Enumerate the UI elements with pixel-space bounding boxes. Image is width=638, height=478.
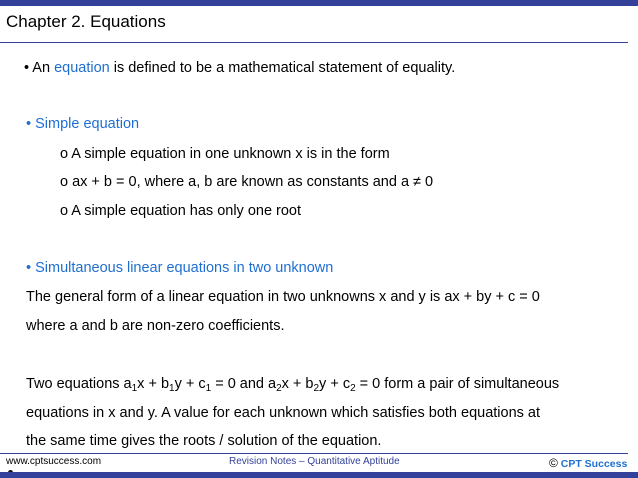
body-paragraph-1-line-1: The general form of a linear equation in two unknowns x and y is ax + by + c = 0: [26, 289, 540, 305]
text-run: x + b: [137, 376, 170, 392]
subscript: 1: [131, 383, 138, 394]
body-paragraph-2-line-2: equations in x and y. A value for each unknown which satisfies both equations at: [26, 405, 541, 421]
text-run: y + c: [174, 376, 206, 392]
slide-title: Chapter 2. Equations: [6, 12, 166, 31]
body-paragraph-2-line-3: the same time gives the roots / solution of the equation.: [26, 433, 382, 449]
subscript: 2: [276, 383, 282, 394]
footer-website: www.cptsuccess.com: [6, 456, 102, 467]
subscript: 2: [350, 383, 356, 394]
subscript: 1: [205, 383, 212, 394]
sub-bullet-1: o A simple equation in one unknown x is in the form: [60, 146, 390, 162]
text-run: x + b: [281, 376, 314, 392]
text-run: Two equations a: [26, 376, 132, 392]
bottom-bar: [0, 472, 638, 478]
sub-bullet-3: o A simple equation has only one root: [60, 203, 302, 219]
bullet-1-prefix: • An: [24, 60, 55, 76]
body-paragraph-1-line-2: where a and b are non-zero coefficients.: [26, 318, 285, 334]
bullet-1-suffix: is defined to be a mathematical statement of equality.: [109, 60, 456, 76]
copyright-icon: ©: [549, 456, 558, 470]
bullet-equation-definition: [24, 60, 455, 76]
brand-name: CPT Success: [560, 458, 628, 470]
subscript: 2: [313, 383, 320, 394]
text-run: = 0 and a: [211, 376, 277, 392]
bullet-1-keyword: equation: [54, 60, 110, 76]
subscript: 1: [169, 383, 175, 394]
footer-title: Revision Notes – Quantitative Aptitude: [229, 456, 400, 467]
sub-bullet-2: o ax + b = 0, where a, b are known as constants and a ≠ 0: [60, 174, 434, 190]
top-bar: [0, 0, 638, 6]
footer-divider: [0, 453, 628, 454]
footer-brand: [549, 456, 627, 470]
title-divider: [0, 42, 628, 43]
text-run: y + c: [319, 376, 351, 392]
body-paragraph-2-line-1: [26, 376, 559, 392]
text-run: = 0 form a pair of simultaneous: [355, 376, 560, 392]
bullet-simultaneous-equations: • Simultaneous linear equations in two unknown: [26, 260, 334, 276]
bullet-simple-equation: • Simple equation: [26, 116, 140, 132]
